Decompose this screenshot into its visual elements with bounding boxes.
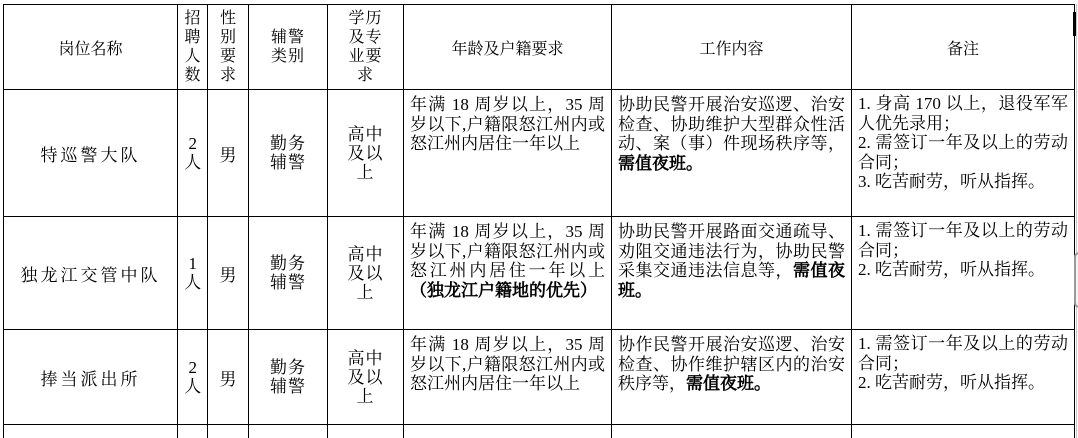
cell-age: 年满 18 周岁以上，35 周岁以下,户籍限怒江州内或怒江州内居住一年以上 xyxy=(404,90,612,217)
cell-education: 高中及以上 xyxy=(328,90,404,217)
cell-age: 年满 18 周岁以上，35 周岁以下,户籍限怒江州内或怒江州内居住一年以上（独龙江户籍地的优先） xyxy=(404,217,612,330)
cell-position: 捧当派出所 xyxy=(4,330,178,425)
table-row xyxy=(4,90,1075,217)
cell-gender: 男 xyxy=(208,90,249,217)
header-gender: 性别要求 xyxy=(208,5,249,90)
cell-category: 勤务辅警 xyxy=(249,217,328,330)
cell-remarks: 1. 需签订一年及以上的劳动合同； 2. 吃苦耐劳，听从指挥。 xyxy=(852,217,1075,330)
cell-remarks: 1. 需签订一年及以上的劳动合同； 2. 吃苦耐劳，听从指挥。 xyxy=(852,330,1075,425)
caret-artifact xyxy=(1073,12,1076,36)
cell-gender: 男 xyxy=(208,217,249,330)
cell-position: 特巡警大队 xyxy=(4,90,178,217)
table-row xyxy=(4,330,1075,425)
cell-work: 协助民警开展路面交通疏导、劝阻交通违法行为，协助民警采集交通违法信息等，需值夜班。 xyxy=(612,217,852,330)
cell-education: 高中及以上 xyxy=(328,217,404,330)
header-work: 工作内容 xyxy=(612,5,852,90)
cell-category: 勤务辅警 xyxy=(249,90,328,217)
cell-work: 协作民警开展治安巡逻、治安检查、协作维护辖区内的治安秩序等，需值夜班。 xyxy=(612,330,852,425)
cell-count: 1人 xyxy=(178,217,208,330)
header-education: 学历及专业要求 xyxy=(328,5,404,90)
cell-position: 独龙江交管中队 xyxy=(4,217,178,330)
cell-education: 高中及以上 xyxy=(328,330,404,425)
window-edge-line xyxy=(1076,4,1077,438)
scrollbar-thumb[interactable] xyxy=(1074,252,1078,308)
table-row xyxy=(4,217,1075,330)
header-row xyxy=(4,5,1075,90)
cell-count: 2人 xyxy=(178,90,208,217)
header-category: 辅警类别 xyxy=(249,5,328,90)
cell-category: 勤务辅警 xyxy=(249,330,328,425)
cell-work: 协助民警开展治安巡逻、治安检查、协助维护大型群众性活动、案（事）件现场秩序等，需值夜班。 xyxy=(612,90,852,217)
cell-count: 2人 xyxy=(178,330,208,425)
header-remark: 备注 xyxy=(852,5,1075,90)
document-page xyxy=(0,4,1078,438)
recruitment-table xyxy=(3,4,1075,438)
cell-remarks: 1. 身高 170 以上，退役军军人优先录用； 2. 需签订一年及以上的劳动合同； 3. 吃苦耐劳，听从指挥。 xyxy=(852,90,1075,217)
header-age: 年龄及户籍要求 xyxy=(404,5,612,90)
header-count: 招聘人数 xyxy=(178,5,208,90)
table-row-partial xyxy=(4,425,1075,438)
cell-age: 年满 18 周岁以上，35 周岁以下,户籍限怒江州内或怒江州内居住一年以上 xyxy=(404,330,612,425)
cell-gender: 男 xyxy=(208,330,249,425)
header-position: 岗位名称 xyxy=(4,5,178,90)
